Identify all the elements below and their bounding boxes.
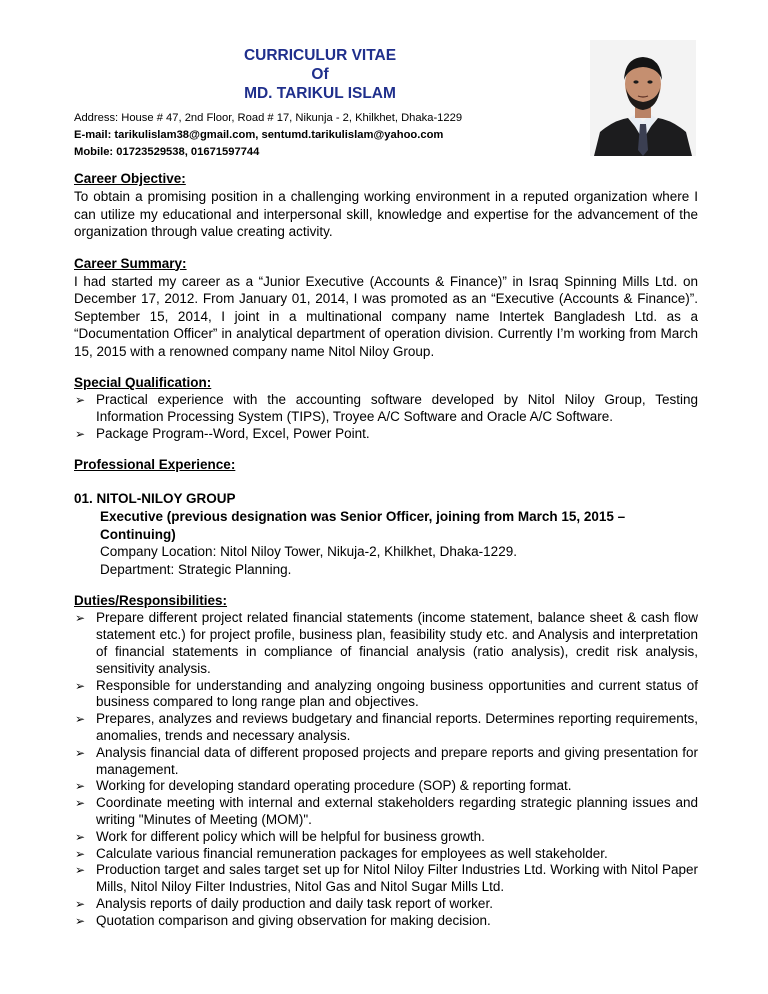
career-summary-text: I had started my career as a “Junior Executive (Accounts & Finance)” in Israq Spinning Mills Ltd. on December 17, 2012. From January 01, 2014, I was promoted as an “Executive (Accounts & Finance)”. September 15, 2014, I joint in a multinational company name Intertek Bangladesh Ltd. as a “Documentation Officer” in analytical department of operation division. Currently I’m working from March 15, 2015 with a renowned company name Nitol Niloy Group.: [74, 273, 698, 359]
job-details: [74, 508, 698, 578]
career-objective-text: To obtain a promising position in a challenging working environment in a reputed organization where I can utilize my educational and interpersonal skill, knowledge and expertise for the advancement of the organization through value creating activity.: [74, 189, 698, 239]
cv-candidate-name: MD. TARIKUL ISLAM: [244, 85, 396, 102]
arrow-bullet-icon: ➢: [75, 896, 86, 911]
career-objective-section: [74, 170, 698, 241]
career-summary-section: [74, 255, 698, 361]
arrow-bullet-icon: ➢: [75, 393, 86, 407]
duties-section: [74, 592, 698, 929]
list-item: ➢ Quotation comparison and giving observation for making decision.: [75, 912, 491, 928]
professional-experience-section: [74, 456, 698, 578]
list-item: ➢ Analysis reports of daily production and daily task report of worker.: [75, 895, 493, 911]
list-item: ➢ Analysis financial data of different proposed projects and prepare reports and giving presentation for management.: [75, 744, 698, 777]
arrow-bullet-icon: ➢: [75, 712, 86, 727]
job-designation: Executive (previous designation was Senior Officer, joining from March 15, 2015 – Continuing): [100, 509, 626, 542]
contact-info: [74, 110, 462, 161]
arrow-bullet-icon: ➢: [75, 678, 86, 693]
list-item: ➢ Responsible for understanding and analyzing ongoing business opportunities and current status of business compared to long range plan and objectives.: [75, 677, 698, 710]
cv-title-block: [208, 46, 432, 103]
duties-list: [74, 610, 698, 929]
cv-page: [74, 36, 698, 930]
special-qualification-list: [74, 392, 698, 442]
arrow-bullet-icon: ➢: [75, 779, 86, 794]
arrow-bullet-icon: ➢: [75, 745, 86, 760]
duties-heading: Duties/Responsibilities:: [74, 593, 228, 609]
address-line: Address: House # 47, 2nd Floor, Road # 17, Nikunja - 2, Khilkhet, Dhaka-1229: [74, 112, 463, 124]
arrow-bullet-icon: ➢: [75, 426, 86, 441]
list-item: ➢ Practical experience with the accounting software developed by Nitol Niloy Group, Testing Information Processing System (TIPS), Troyee A/C Software and Oracle A/C Software.: [75, 392, 698, 424]
cv-header: [74, 36, 698, 156]
list-item: ➢ Prepares, analyzes and reviews budgetary and financial reports. Determines reporting requirements, anomalies, trends and necessary analysis.: [75, 711, 698, 743]
arrow-bullet-icon: ➢: [75, 611, 86, 626]
department: Department: Strategic Planning.: [100, 561, 292, 577]
special-qualification-section: [74, 374, 698, 442]
arrow-bullet-icon: ➢: [75, 863, 86, 878]
arrow-bullet-icon: ➢: [75, 829, 86, 844]
special-qualification-heading: Special Qualification:: [74, 375, 212, 390]
company-location: Company Location: Nitol Niloy Tower, Nikuja-2, Khilkhet, Dhaka-1229.: [100, 544, 517, 560]
list-item: ➢ Prepare different project related financial statements (income statement, balance sheet & cash flow statement etc.) for project profile, business plan, feasibility study etc. and Analysis and interpretation of financial statements in compliance of financial analysis (ratio analysis), credit risk analysis, sensitivity analysis.: [75, 610, 698, 676]
cv-title: CURRICULUR VITAE: [243, 47, 397, 64]
mobile-line: Mobile: 01723529538, 01671597744: [74, 146, 260, 158]
arrow-bullet-icon: ➢: [75, 913, 86, 928]
list-item: ➢ Calculate various financial remuneration packages for employees as well stakeholder.: [75, 845, 608, 861]
arrow-bullet-icon: ➢: [75, 796, 86, 811]
cv-title-of: Of: [311, 66, 329, 83]
list-item: ➢ Coordinate meeting with internal and external stakeholders regarding strategic planning issues and writing "Minutes of Meeting (MOM)".: [75, 795, 698, 827]
list-item: ➢ Production target and sales target set up for Nitol Niloy Filter Industries Ltd. Working with Nitol Paper Mills, Nitol Niloy Filter Industries, Nitol Gas and Nitol Sugar Mills Ltd.: [75, 862, 698, 895]
email-line: E-mail: tarikulislam38@gmail.com, sentumd.tarikulislam@yahoo.com: [74, 129, 444, 141]
company-name: 01. NITOL-NILOY GROUP: [74, 491, 236, 507]
career-summary-heading: Career Summary:: [74, 255, 187, 271]
list-item: ➢ Working for developing standard operating procedure (SOP) & reporting format.: [75, 778, 572, 794]
arrow-bullet-icon: ➢: [75, 846, 86, 861]
list-item: ➢ Work for different policy which will be helpful for business growth.: [75, 828, 485, 844]
list-item: ➢ Package Program--Word, Excel, Power Point.: [75, 425, 370, 441]
professional-experience-heading: Professional Experience:: [74, 457, 236, 473]
profile-photo: [590, 40, 696, 156]
portrait-image: [590, 40, 696, 156]
career-objective-heading: Career Objective:: [74, 171, 186, 186]
